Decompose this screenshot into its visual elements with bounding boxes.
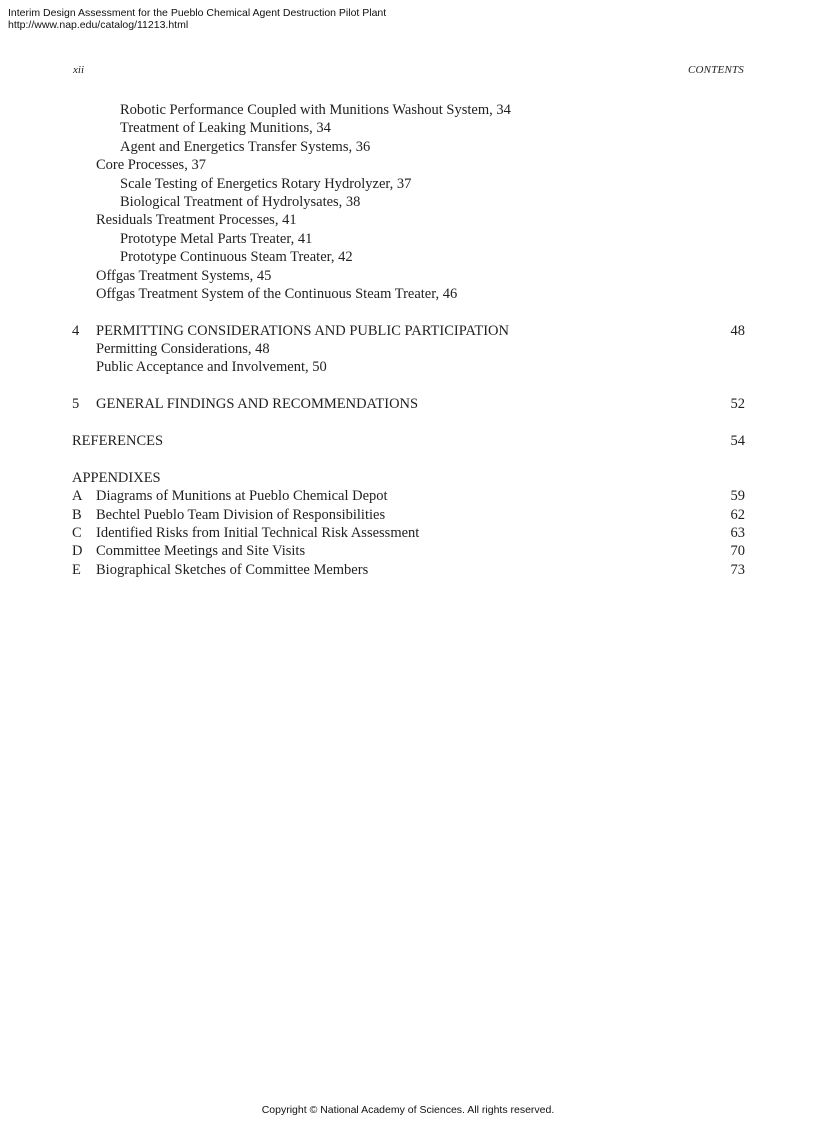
chapter-number: 4 (72, 322, 80, 339)
toc-entry-text: Biological Treatment of Hydrolysates, 38 (120, 193, 361, 210)
toc-appendix-c (72, 524, 745, 542)
toc-appendix-b (72, 506, 745, 524)
section-running-head: CONTENTS (687, 64, 744, 76)
toc-entry (72, 358, 745, 376)
toc-entry-text: Residuals Treatment Processes, 41 (96, 212, 297, 229)
toc-entry-text: Offgas Treatment System of the Continuous Steam Treater, 46 (96, 285, 458, 302)
chapter-title: PERMITTING CONSIDERATIONS AND PUBLIC PARTICIPATION (96, 322, 509, 339)
chapter-number: 5 (72, 396, 80, 413)
appendix-title: Bechtel Pueblo Team Division of Responsibilities (96, 506, 386, 523)
toc-entry-text: Scale Testing of Energetics Rotary Hydrolyzer, 37 (120, 175, 412, 192)
appendix-page-number: 73 (730, 561, 745, 578)
toc-entry (72, 138, 745, 156)
toc-entry (72, 101, 745, 119)
toc-entry (72, 230, 745, 248)
appendixes-heading: APPENDIXES (72, 469, 161, 486)
appendix-page-number: 63 (730, 524, 745, 541)
toc-entry-text: Core Processes, 37 (96, 157, 206, 174)
toc-appendixes-heading (72, 469, 745, 487)
appendix-title: Identified Risks from Initial Technical Risk Assessment (96, 524, 420, 541)
references-title: REFERENCES (72, 433, 164, 450)
source-url[interactable]: http://www.nap.edu/catalog/11213.html (8, 19, 189, 31)
toc-entry (72, 248, 745, 266)
toc-entry (72, 119, 745, 137)
toc-entry (72, 285, 745, 303)
toc-appendix-e (72, 561, 745, 579)
appendix-letter: E (72, 561, 81, 578)
chapter-page-number: 52 (730, 396, 745, 413)
appendix-title: Diagrams of Munitions at Pueblo Chemical Depot (96, 488, 388, 505)
toc-entry-text: Prototype Metal Parts Treater, 41 (120, 230, 313, 247)
toc-entry (72, 156, 745, 174)
toc-entry (72, 193, 745, 211)
toc-chapter-4 (72, 322, 745, 340)
toc-entry-text: Robotic Performance Coupled with Munitions Washout System, 34 (120, 102, 511, 118)
toc-entry (72, 340, 745, 358)
toc-entry-text: Treatment of Leaking Munitions, 34 (120, 120, 331, 137)
source-header (8, 7, 386, 31)
appendix-letter: D (72, 543, 83, 560)
appendix-letter: B (72, 506, 82, 523)
appendix-page-number: 59 (730, 488, 745, 505)
table-of-contents (72, 101, 745, 579)
chapter-title: GENERAL FINDINGS AND RECOMMENDATIONS (96, 396, 419, 413)
toc-entry (72, 175, 745, 193)
toc-references (72, 432, 745, 450)
toc-entry (72, 267, 745, 285)
appendix-title: Committee Meetings and Site Visits (96, 543, 306, 560)
appendix-title: Biographical Sketches of Committee Members (96, 561, 369, 578)
appendix-letter: C (72, 524, 82, 541)
toc-entry-text: Public Acceptance and Involvement, 50 (96, 359, 327, 376)
toc-entry-text: Agent and Energetics Transfer Systems, 36 (120, 138, 371, 155)
toc-appendix-d (72, 542, 745, 560)
toc-chapter-5 (72, 395, 745, 413)
source-title: Interim Design Assessment for the Pueblo Chemical Agent Destruction Pilot Plant (8, 7, 387, 19)
toc-entry-text: Prototype Continuous Steam Treater, 42 (120, 249, 353, 266)
references-page-number: 54 (730, 433, 745, 450)
toc-entry (72, 211, 745, 229)
toc-entry-text: Offgas Treatment Systems, 45 (96, 267, 272, 284)
page-number-running-head: xii (73, 64, 84, 76)
copyright-footer: Copyright © National Academy of Sciences. All rights reserved. (261, 1104, 555, 1116)
appendix-page-number: 62 (730, 506, 745, 523)
chapter-page-number: 48 (730, 322, 745, 339)
toc-entry-text: Permitting Considerations, 48 (96, 341, 270, 358)
appendix-page-number: 70 (730, 543, 745, 560)
toc-appendix-a (72, 487, 745, 505)
appendix-letter: A (72, 488, 83, 505)
